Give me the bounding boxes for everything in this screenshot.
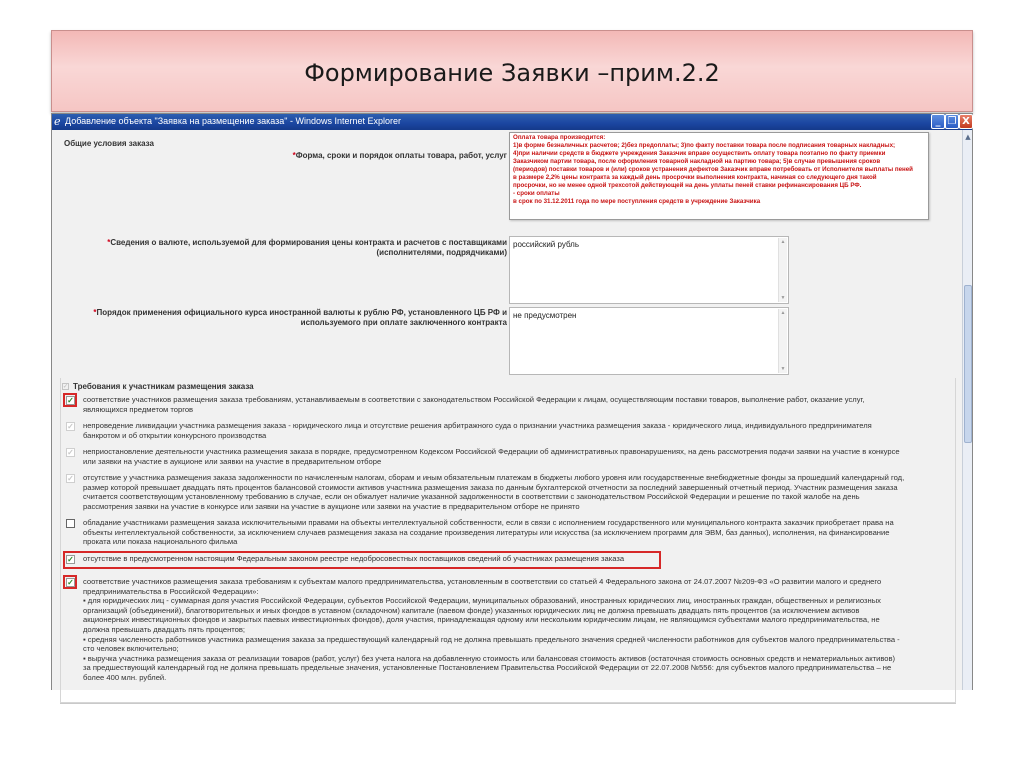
scroll-up-icon[interactable]: ▲ xyxy=(780,239,786,245)
form-content xyxy=(52,130,962,690)
slide-header xyxy=(51,30,973,112)
requirement-text-line: соответствие участников размещения заказа требованиям к субъектам малого предпринимательства, установленным в соответствии со статьей 4 Федерального закона от 24.07.2007 №209-ФЗ «О развитии малого и среднего xyxy=(83,577,882,586)
exchange-rate-label-line1: Порядок применения официального курса иностранной валюты к рублю РФ, установленного ЦБ РФ и xyxy=(96,308,507,317)
requirement-text-line: размер которой превышает двадцать пять процентов балансовой стоимости активов участника размещения заказа по данным бухгалтерской отчетности за последний завершенный отчетный период. Участник размещения заказа xyxy=(83,482,898,492)
exchange-rate-label xyxy=(82,308,507,328)
requirement-text xyxy=(83,421,951,440)
requirement-checkbox[interactable]: ✓ xyxy=(67,396,74,405)
currency-value: российский рубль xyxy=(513,240,580,249)
tooltip-line: в срок по 31.12.2011 года по мере поступления средств в учреждение Заказчика xyxy=(513,198,761,205)
requirement-text-line: объекты интеллектуальной собственности, за исключением случаев размещения заказа на создание произведения литературы или искусства (за исключением программ для ЭВМ, баз данных), исполнения, на финансирование xyxy=(83,527,890,537)
currency-label-line1: Сведения о валюте, используемой для формирования цены контракта и расчетов с поставщиками xyxy=(110,238,507,247)
requirement-text-line: ▪ средняя численность работников участника размещения заказа за предшествующий календарный год не должна превышать предельного значения средней численности работников для субъектов малого предпринимательства - xyxy=(83,634,900,644)
currency-textarea[interactable] xyxy=(509,236,789,304)
tooltip-line: Оплата товара производится: xyxy=(513,134,606,141)
scroll-up-icon[interactable]: ▲ xyxy=(965,133,971,141)
close-button[interactable]: X xyxy=(959,114,973,129)
scroll-down-icon[interactable]: ▼ xyxy=(780,295,786,301)
payment-label xyxy=(152,151,507,161)
requirement-text xyxy=(83,577,951,683)
required-asterisk: * xyxy=(292,151,296,160)
tooltip-line: Заказчиком партии товара, после оформления товарной накладной на партию товара; 5)в случае превышения сроков xyxy=(513,158,881,165)
exchange-rate-label-line2: используемого при оплате заключенного контракта xyxy=(300,318,507,327)
requirement-text xyxy=(83,518,951,547)
scroll-up-icon[interactable]: ▲ xyxy=(780,310,786,316)
requirement-text-line: ▪ для юридических лиц - суммарная доля участия Российской Федерации, субъектов Российской Федерации, муниципальных образований, иностранных юридических лиц, иностранных граждан, общественных и религиозных xyxy=(83,596,881,606)
ie-logo-icon: e xyxy=(54,115,61,128)
minimize-button[interactable]: _ xyxy=(931,114,945,129)
requirement-text xyxy=(83,447,951,466)
highlight-frame xyxy=(63,551,661,569)
requirement-text xyxy=(83,473,951,511)
requirement-text-line: обладание участниками размещения заказа исключительными правами на объекты интеллектуальной собственности, если в связи с исполнением государственного или муниципального контракта заказчик приобретает права на xyxy=(83,518,894,527)
tooltip-line: 1)в форме безналичных расчетов; 2)без предоплаты; 3)по факту поставки товара после подписания товарных накладных; xyxy=(513,142,896,149)
requirement-checkbox[interactable] xyxy=(66,519,75,528)
required-asterisk: * xyxy=(93,308,97,317)
requirement-checkbox: ✓ xyxy=(67,448,74,457)
currency-label xyxy=(82,238,507,258)
payment-tooltip xyxy=(509,132,929,220)
maximize-button[interactable]: ❐ xyxy=(945,114,959,129)
slide-title: Формирование Заявки –прим.2.2 xyxy=(304,59,720,87)
requirement-text-line: являющихся предметом торгов xyxy=(83,404,194,414)
requirement-text-line: отсутствие в предусмотренном настоящим Федеральным законом реестре недобросовестных поставщиков сведений об участниках размещения заказа xyxy=(83,554,625,563)
requirement-text-line: считается соответствующим установленному требованию в случае, если он обжалует наличие указанной задолженности в соответствии с законодательством Российской Федерации и решение по такой жалобе на день xyxy=(83,492,860,502)
requirement-text xyxy=(83,395,951,414)
currency-label-line2: (исполнителями, подрядчиками) xyxy=(376,248,507,257)
requirement-text-line: рассмотрения заявки на участие в конкурсе или заявки на участие в аукционе или заявки на участие в предварительном отборе не принято xyxy=(83,501,580,511)
textarea-scrollbar[interactable] xyxy=(778,238,787,302)
requirement-text-line: непроведение ликвидации участника размещения заказа - юридического лица и отсутствие решения арбитражного суда о признании участника размещения заказа - юридического лица, индивидуального предпринимателя xyxy=(83,421,872,430)
payment-label-text: Форма, сроки и порядок оплаты товара, работ, услуг xyxy=(295,151,507,160)
requirement-text-line: ▪ выручка участника размещения заказа от реализации товаров (работ, услуг) без учета налога на добавленную стоимость или балансовая стоимость активов (остаточная стоимость основных средств и нематериальных активов) xyxy=(83,653,896,663)
requirement-checkbox[interactable]: ✓ xyxy=(67,578,74,587)
requirement-text-line: или заявки на участие в аукционе или заявки на участие в предварительном отборе xyxy=(83,456,382,466)
requirement-text-line: отсутствие у участника размещения заказа задолженности по начисленным налогам, сборам и иным обязательным платежам в бюджеты любого уровня или государственные внебюджетные фонды за прошедший календарный год, xyxy=(83,473,905,482)
tooltip-line: - сроки оплаты xyxy=(513,190,560,197)
requirement-text-line: должна превышать двадцать пять процентов; xyxy=(83,624,246,634)
requirement-text-line: более 400 млн. рублей. xyxy=(83,672,167,682)
tooltip-line: просрочки, но не менее одной трехсотой действующей на день уплаты пеней ставки рефинансирования ЦБ РФ. xyxy=(513,182,862,189)
window-scrollbar[interactable] xyxy=(962,130,972,690)
requirement-checkbox: ✓ xyxy=(67,422,74,431)
requirement-text-line: сто человек включительно; xyxy=(83,644,179,654)
scroll-thumb[interactable] xyxy=(964,285,972,443)
group-check-icon: ✓ xyxy=(63,384,69,391)
requirement-text-line: за предшествующий календарный год не должна превышать предельные значения, установленные Постановлением Правительства Российской Федерации от 22.07.2008 №556: для субъектов малого предпринимательства – не xyxy=(83,663,892,673)
requirement-text-line: организаций (объединений), благотворительных и иных фондов в уставном (складочном) капитале (паевом фонде) указанных юридических лиц не должна превышать двадцать пять процентов (за исключением активов xyxy=(83,605,860,615)
exchange-rate-value: не предусмотрен xyxy=(513,311,577,320)
window-title: Добавление объекта "Заявка на размещение заказа" - Windows Internet Explorer xyxy=(65,116,402,126)
requirement-text-line: неприостановление деятельности участника размещения заказа в порядке, предусмотренном Кодексом Российской Федерации об административных правонарушениях, на день рассмотрения подачи заявки на участие в конкурсе xyxy=(83,447,900,456)
requirement-text-line: предпринимательства в Российской Федерации»: xyxy=(83,586,259,596)
highlight-frame xyxy=(63,393,77,407)
required-asterisk: * xyxy=(107,238,111,247)
highlight-frame xyxy=(63,575,77,589)
requirement-checkbox: ✓ xyxy=(67,474,74,483)
tooltip-line: в размере 2,2% цены контракта за каждый день просрочки выполнения контракта, начиная со следующего дня такой xyxy=(513,174,877,181)
window-titlebar xyxy=(52,114,972,130)
requirement-text-line: соответствие участников размещения заказа требованиям, устанавливаемым в соответствии с законодательством Российской Федерации к лицам, осуществляющим поставки товаров, выполнение работ, оказание услуг, xyxy=(83,395,865,404)
ie-window xyxy=(51,113,973,690)
exchange-rate-textarea[interactable] xyxy=(509,307,789,375)
requirements-title xyxy=(62,382,254,391)
divider xyxy=(60,703,956,704)
scroll-down-icon[interactable]: ▼ xyxy=(780,366,786,372)
requirement-text-line: проката или показа национального фильма xyxy=(83,537,238,547)
section-title: Общие условия заказа xyxy=(64,139,154,148)
requirements-title-text: Требования к участникам размещения заказа xyxy=(73,382,254,391)
requirement-text-line: банкротом и об открытии конкурсного производства xyxy=(83,430,267,440)
tooltip-line: 4)при наличии средств в бюджете учреждения Заказчик вправе осуществить оплату товара поэтапно по факту приемки xyxy=(513,150,886,157)
requirement-text-line: акционерных инвестиционных фондов и закрытых паевых инвестиционных фондов), доля участия, принадлежащая одному или нескольким юридическим лицам, не являющимся субъектами малого предпринимательства, не xyxy=(83,615,880,625)
tooltip-line: (периодов) поставки товаров и (или) сроков устранения дефектов Заказчик вправе потребовать от Исполнителя выплаты пеней xyxy=(513,166,913,173)
requirement-checkbox[interactable]: ✓ xyxy=(67,555,74,564)
textarea-scrollbar[interactable] xyxy=(778,309,787,373)
